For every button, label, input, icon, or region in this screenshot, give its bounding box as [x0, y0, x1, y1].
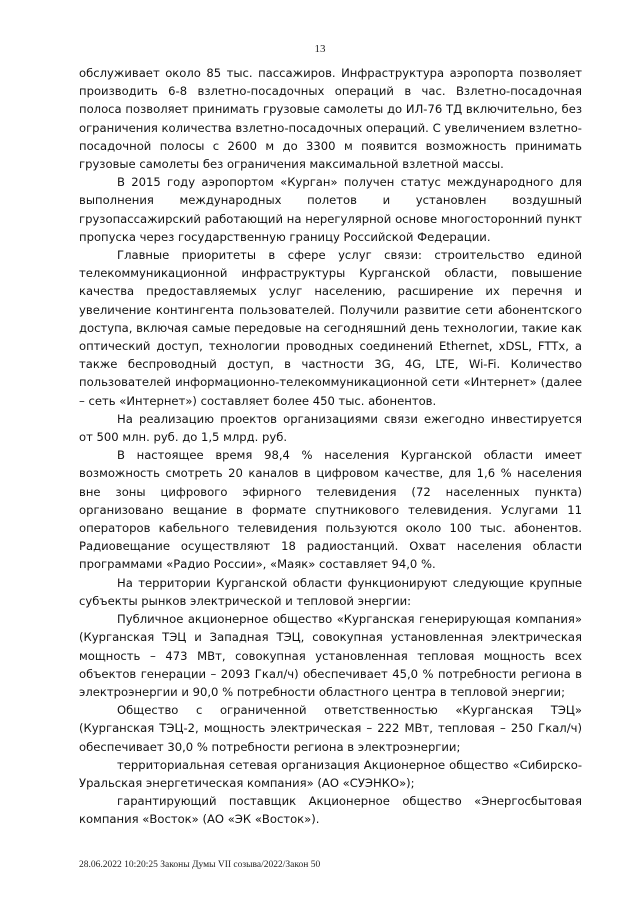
document-body: [79, 64, 582, 829]
paragraph: На реализацию проектов организациями связи ежегодно инвестируется от 500 млн. руб. до 1,5 млрд. руб.: [79, 411, 582, 445]
page-number: 13: [314, 43, 326, 55]
paragraph: На территории Курганской области функционируют следующие крупные субъекты рынков электрической и тепловой энергии:: [79, 575, 582, 608]
paragraph: Публичное акционерное общество «Курганская генерирующая компания» (Курганская ТЭЦ и Западная ТЭЦ, совокупная установленная электрическая мощность – 473 МВт, совокупная установленная тепловая мощность всех объектов генерации – 2093 Гкал/ч) обеспечивает 45,0 % потребности региона в электроэнергии и 90,0 % потребности областного центра в тепловой энергии;: [79, 612, 582, 699]
paragraph: В настоящее время 98,4 % населения Курганской области имеет возможность смотреть 20 каналов в цифровом качестве, для 1,6 % населения вне зоны цифрового эфирного телевидения (72 населенных пункта) организовано вещание в формате спутникового телевидения. Услугами 11 операторов кабельного телевидения пользуются около 100 тыс. абонентов. Радиовещание осуществляют 18 радиостанций. Охват населения области программами «Радио России», «Маяк» составляет 94,0 %.: [79, 448, 582, 572]
paragraph: В 2015 году аэропортом «Курган» получен статус международного для выполнения международных полетов и установлен воздушный грузопассажирский работающий на нерегулярной основе многосторонний пункт пропуска через государственную границу Российской Федерации.: [79, 175, 582, 244]
paragraph: Общество с ограниченной ответственностью «Курганская ТЭЦ» (Курганская ТЭЦ-2, мощность электрическая – 222 МВт, тепловая – 250 Гкал/ч) обеспечивает 30,0 % потребности региона в электроэнергии;: [79, 703, 582, 754]
paragraph: Главные приоритеты в сфере услуг связи: строительство единой телекоммуникационной инфраструктуры Курганской области, повышение качества предоставляемых услуг населению, расширение их перечня и увеличение контингента пользователей. Получили развитие сети абонентского доступа, включая самые передовые на сегодняшний день технологии, такие как оптический доступ, технологии проводных соединений Ethernet, xDSL, FTTx, а также беспроводный доступ, в частности 3G, 4G, LTE, Wi-Fi. Количество пользователей информационно-телекоммуникационной сети «Интернет» (далее – сеть «Интернет») составляет более 450 тыс. абонентов.: [79, 248, 582, 408]
paragraph: территориальная сетевая организация Акционерное общество «Сибирско-Уральская энергетическая компания» (АО «СУЭНКО»);: [79, 757, 582, 790]
document-footer-stamp: 28.06.2022 10:20:25 Законы Думы VII созыва/2022/Закон 50: [79, 860, 321, 870]
paragraph: обслуживает около 85 тыс. пассажиров. Инфраструктура аэропорта позволяет производить 6-8 взлетно-посадочных операций в час. Взлетно-посадочная полоса позволяет принимать грузовые самолеты до ИЛ-76 ТД включительно, без ограничения количества взлетно-посадочных операций. С увеличением взлетно-посадочной полосы с 2600 м до 3300 м появится возможность принимать грузовые самолеты без ограничения максимальной взлетной массы.: [79, 66, 582, 172]
paragraph: гарантирующий поставщик Акционерное общество «Энергосбытовая компания «Восток» (АО «ЭК «Восток»).: [79, 794, 582, 827]
